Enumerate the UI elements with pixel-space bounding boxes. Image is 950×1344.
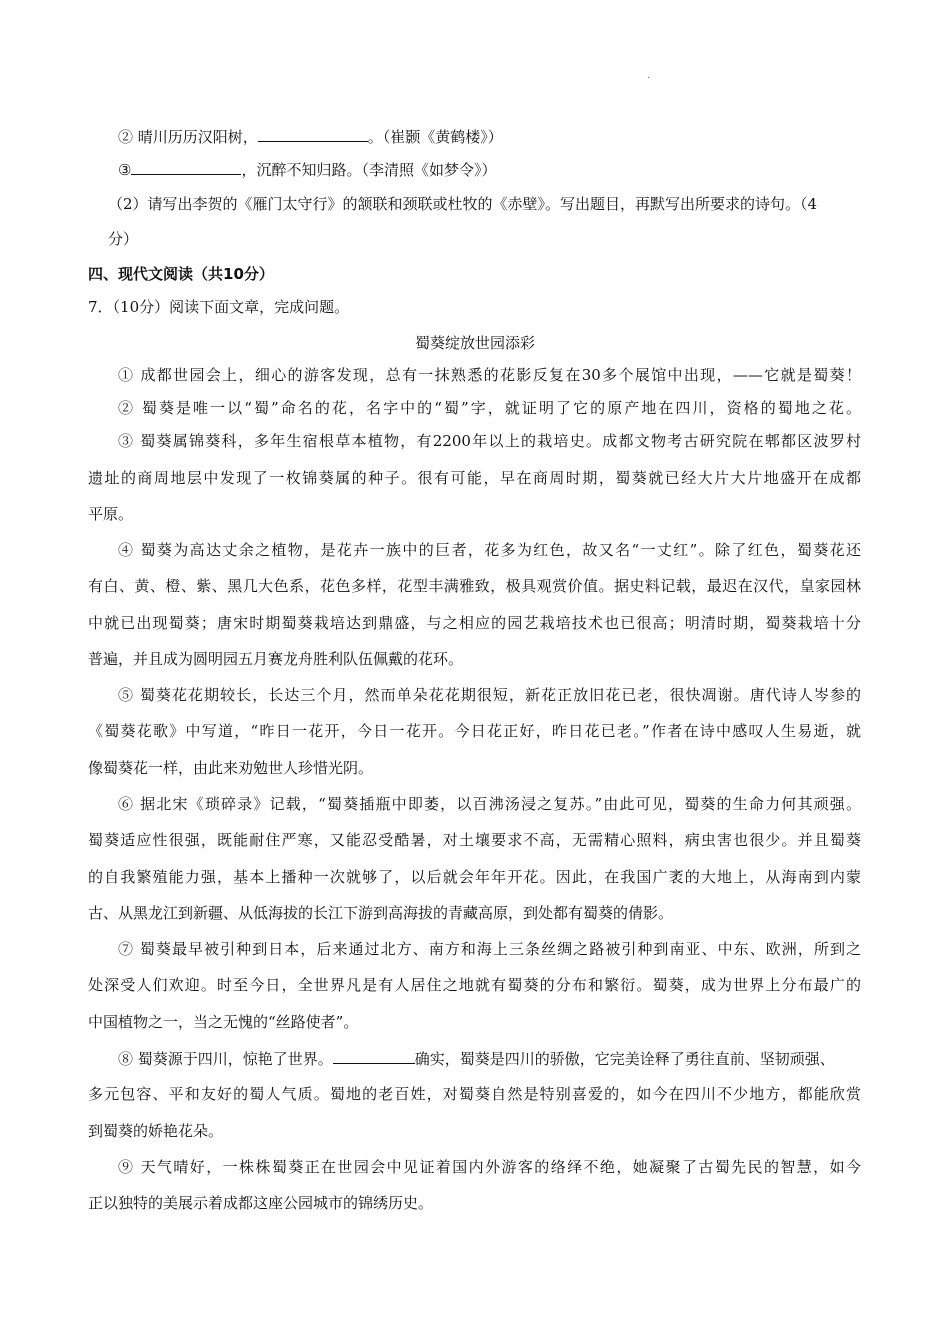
paragraph-3-line-2: 遗址的商周地层中发现了一枚锦葵属的种子。很有可能，早在商周时期，蜀葵就已经大片大片地盛开在成都 [88, 469, 861, 487]
question-6-part-2-line-1: （2）请写出李贺的《雁门太守行》的颔联和颈联或杜牧的《赤壁》。写出题目，再默写出所要求的诗句。（4 [108, 195, 818, 213]
paragraph-8-line-1 [118, 1047, 835, 1070]
paragraph-5-line-3: 像蜀葵花一样，由此来劝勉世人珍惜光阴。 [88, 759, 374, 777]
q6-2-suffix: 。（崔颢《黄鹤楼》） [367, 128, 503, 146]
question-6-item-3 [118, 158, 496, 181]
p8-prefix: ⑧ 蜀葵源于四川，惊艳了世界。 [118, 1050, 333, 1068]
answer-blank-2[interactable] [131, 158, 241, 175]
paragraph-1: ① 成都世园会上，细心的游客发现，总有一抹熟悉的花影反复在30多个展馆中出现，——它就是蜀葵！ [118, 366, 861, 384]
paragraph-6-line-4: 古、从黑龙江到新疆、从低海拔的长江下游到高海拔的青藏高原，到处都有蜀葵的倩影。 [88, 904, 674, 922]
paragraph-9-line-1: ⑨ 天气晴好，一株株蜀葵正在世园会中见证着国内外游客的络绎不绝，她凝聚了古蜀先民的智慧，如今 [118, 1158, 861, 1176]
paragraph-7-line-1: ⑦ 蜀葵最早被引种到日本，后来通过北方、南方和海上三条丝绸之路被引种到南亚、中东、欧洲，所到之 [118, 940, 861, 958]
paragraph-5-line-1: ⑤ 蜀葵花花期较长，长达三个月，然而单朵花花期很短，新花正放旧花已老，很快凋谢。唐代诗人岑参的 [118, 686, 861, 704]
paragraph-6-line-1: ⑥ 据北宋《琐碎录》记载，“蜀葵插瓶中即萎，以百沸汤浸之复苏。”由此可见，蜀葵的生命力何其顽强。 [118, 795, 861, 813]
paragraph-8-line-3: 到蜀葵的娇艳花朵。 [88, 1122, 224, 1140]
paragraph-2: ② 蜀葵是唯一以“蜀”命名的花，名字中的“蜀”字，就证明了它的原产地在四川，资格的蜀地之花。 [118, 399, 861, 417]
article-title: 蜀葵绽放世园添彩 [414, 334, 535, 352]
p8-suffix: 确实，蜀葵是四川的骄傲，它完美诠释了勇往直前、坚韧顽强、 [414, 1050, 835, 1068]
paragraph-4-line-3: 中就已出现蜀葵；唐宋时期蜀葵栽培达到鼎盛，与之相应的园艺栽培技术也已很高；明清时期，蜀葵栽培十分 [88, 614, 861, 632]
answer-blank-1[interactable] [258, 125, 368, 142]
q6-3-prefix: ③ [118, 161, 132, 179]
paragraph-4-line-2: 有白、黄、橙、紫、黑几大色系，花色多样，花型丰满雅致，极具观赏价值。据史料记载，最迟在汉代，皇家园林 [88, 577, 861, 595]
header-mark: . [647, 70, 651, 81]
paragraph-7-line-2: 处深受人们欢迎。时至今日，全世界凡是有人居住之地就有蜀葵的分布和繁衍。蜀葵，成为世界上分布最广的 [88, 976, 861, 994]
answer-blank-3[interactable] [333, 1047, 415, 1064]
question-7-prompt: 7．（10分）阅读下面文章，完成问题。 [88, 298, 350, 316]
paragraph-6-line-3: 的自我繁殖能力强，基本上播种一次就够了，以后就会年年开花。因此，在我国广袤的大地上，从海南到内蒙 [88, 868, 861, 886]
paragraph-5-line-2: 《蜀葵花歌》中写道，“昨日一花开，今日一花开。今日花正好，昨日花已老。”作者在诗中感叹人生易逝，就 [88, 722, 861, 740]
paragraph-4-line-4: 普遍，并且成为圆明园五月赛龙舟胜利队伍佩戴的花环。 [88, 650, 464, 668]
paragraph-8-line-2: 多元包容、平和友好的蜀人气质。蜀地的老百姓，对蜀葵自然是特别喜爱的，如今在四川不少地方，都能欣赏 [88, 1085, 861, 1103]
paragraph-6-line-2: 蜀葵适应性很强，既能耐住严寒，又能忍受酷暑，对土壤要求不高，无需精心照料，病虫害也很少。并且蜀葵 [88, 831, 861, 849]
paragraph-3-line-1: ③ 蜀葵属锦葵科，多年生宿根草本植物，有2200年以上的栽培史。成都文物考古研究院在郫都区波罗村 [118, 432, 861, 450]
question-6-part-2-line-2: 分） [108, 230, 139, 248]
paragraph-7-line-3: 中国植物之一，当之无愧的“丝路使者”。 [88, 1013, 359, 1031]
paragraph-9-line-2: 正以独特的美展示着成都这座公园城市的锦绣历史。 [88, 1194, 434, 1212]
q6-2-prefix: ② 晴川历历汉阳树， [118, 128, 258, 146]
question-6-item-2 [118, 125, 503, 148]
paragraph-3-line-3: 平原。 [88, 505, 134, 523]
section-4-heading: 四、现代文阅读（共10分） [88, 265, 274, 283]
q6-3-suffix: ，沉醉不知归路。（李清照《如梦令》） [241, 161, 497, 179]
paragraph-4-line-1: ④ 蜀葵为高达丈余之植物，是花卉一族中的巨者，花多为红色，故又名“一丈红”。除了红色，蜀葵花还 [118, 541, 861, 559]
